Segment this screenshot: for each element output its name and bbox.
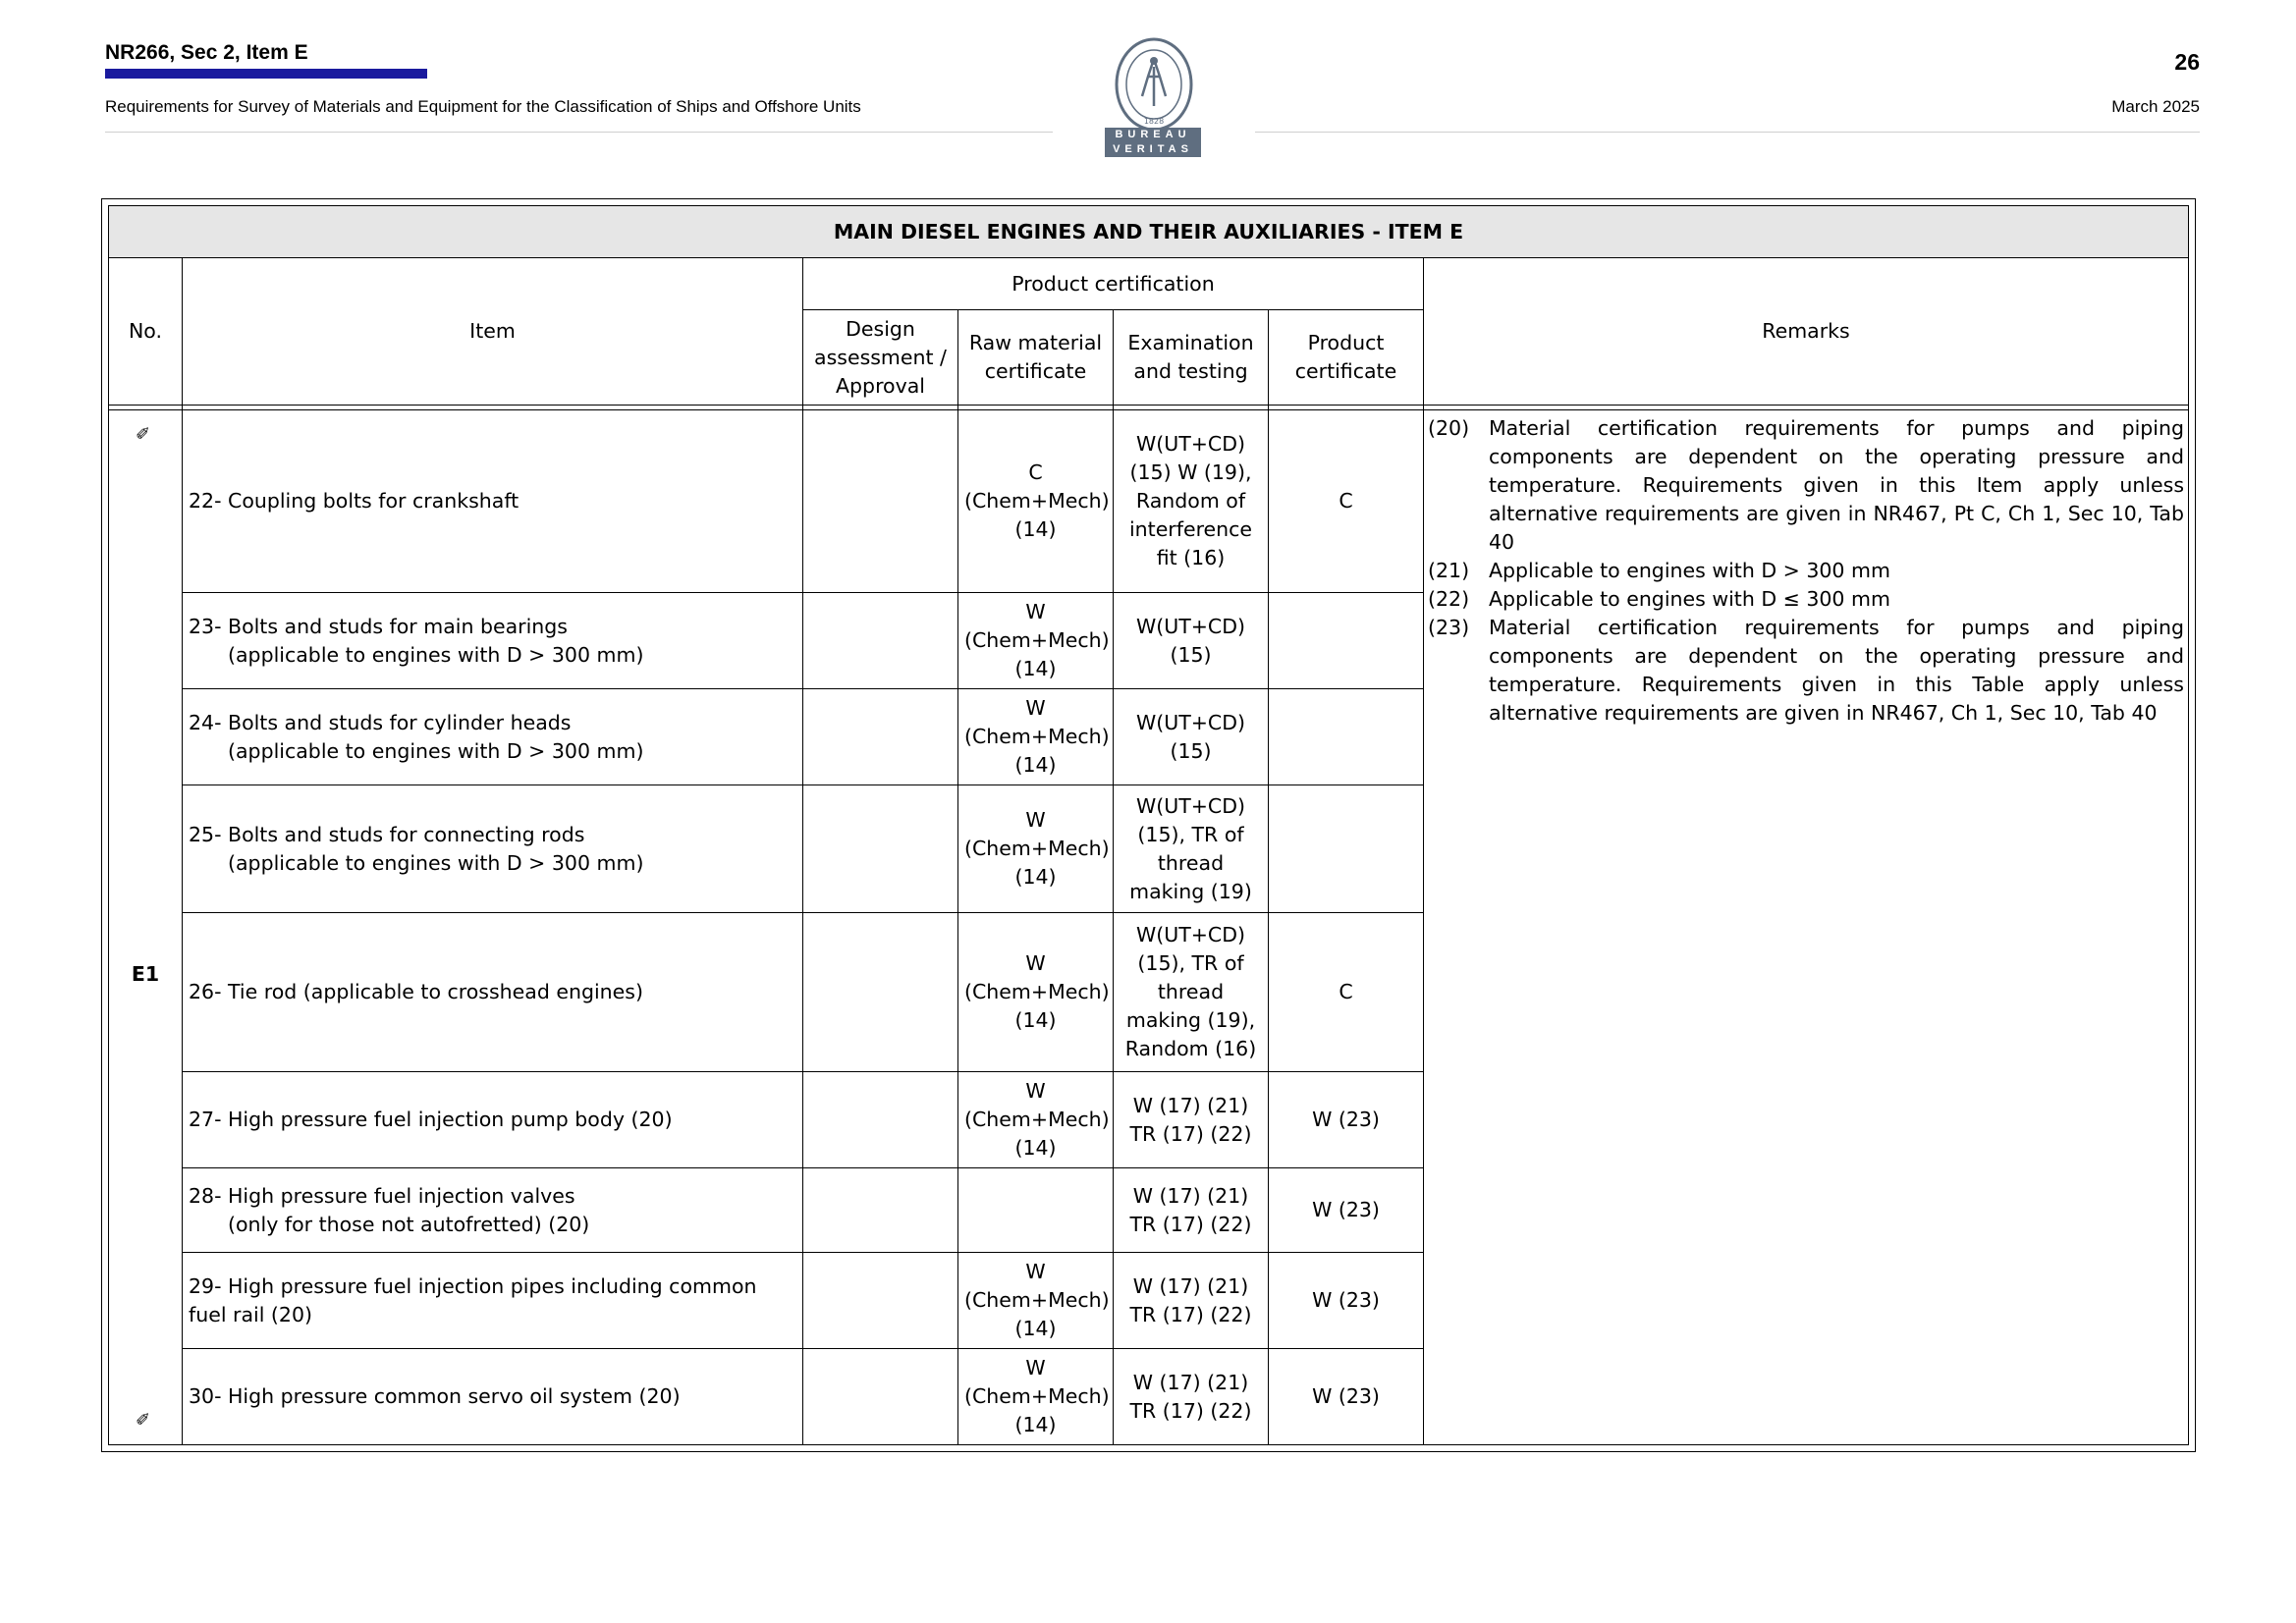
examination-cell: W (17) (21) TR (17) (22)	[1114, 1168, 1269, 1253]
raw-material-cell: W (Chem+Mech) (14)	[958, 1349, 1114, 1445]
design-cell	[803, 593, 958, 689]
item-cell: 27- High pressure fuel injection pump body (20)	[183, 1072, 803, 1168]
product-certificate-cell: W (23)	[1269, 1168, 1424, 1253]
design-cell	[803, 913, 958, 1072]
header-raw-material: Raw material certificate	[958, 310, 1114, 406]
header-product-certification: Product certification	[803, 258, 1424, 310]
header-design-assessment: Design assessment / Approval	[803, 310, 958, 406]
svg-text:1828: 1828	[1143, 117, 1165, 126]
design-cell	[803, 1349, 958, 1445]
product-certificate-cell: C	[1269, 410, 1424, 593]
header-item: Item	[183, 258, 803, 406]
examination-cell: W(UT+CD) (15), TR of thread making (19)	[1114, 785, 1269, 913]
remark-item: (21) Applicable to engines with D > 300 mm	[1428, 559, 1890, 582]
raw-material-cell: W (Chem+Mech) (14)	[958, 593, 1114, 689]
header-product-certificate: Product certificate	[1269, 310, 1424, 406]
header-no: No.	[109, 258, 183, 406]
design-cell	[803, 689, 958, 785]
raw-material-cell: W (Chem+Mech) (14)	[958, 1253, 1114, 1349]
product-certificate-cell	[1269, 689, 1424, 785]
group-number-cell	[109, 410, 183, 1445]
product-certificate-cell	[1269, 785, 1424, 913]
remarks-cell	[1424, 410, 2189, 1445]
product-certificate-cell: W (23)	[1269, 1253, 1424, 1349]
header-accent-bar	[105, 69, 427, 79]
examination-cell: W (17) (21) TR (17) (22)	[1114, 1253, 1269, 1349]
items-table-frame	[101, 198, 2196, 1452]
group-number: E1	[131, 962, 160, 986]
examination-cell: W(UT+CD) (15) W (19), Random of interference fit (16)	[1114, 410, 1269, 593]
item-cell: 25- Bolts and studs for connecting rods (applicable to engines with D > 300 mm)	[183, 785, 803, 913]
item-cell: 22- Coupling bolts for crankshaft	[183, 410, 803, 593]
item-cell: 29- High pressure fuel injection pipes including common fuel rail (20)	[183, 1253, 803, 1349]
examination-cell: W(UT+CD) (15)	[1114, 689, 1269, 785]
item-cell: 28- High pressure fuel injection valves (only for those not autofretted) (20)	[183, 1168, 803, 1253]
design-cell	[803, 1168, 958, 1253]
product-certificate-cell	[1269, 593, 1424, 689]
item-cell: 24- Bolts and studs for cylinder heads (applicable to engines with D > 300 mm)	[183, 689, 803, 785]
examination-cell: W(UT+CD) (15), TR of thread making (19), Random (16)	[1114, 913, 1269, 1072]
design-cell	[803, 785, 958, 913]
header-examination: Examination and testing	[1114, 310, 1269, 406]
raw-material-cell	[958, 1168, 1114, 1253]
examination-cell: W (17) (21) TR (17) (22)	[1114, 1072, 1269, 1168]
item-cell: 30- High pressure common servo oil system (20)	[183, 1349, 803, 1445]
logo-wordmark: BUREAU VERITAS	[1105, 128, 1201, 157]
table-title: MAIN DIESEL ENGINES AND THEIR AUXILIARIES - ITEM E	[109, 206, 2189, 258]
product-certificate-cell: W (23)	[1269, 1349, 1424, 1445]
remark-item: (23) Material certification requirements for pumps and piping components are dependent on the operating pressure and temperature. Requirements given in this Table apply unless alternative requirements are given in NR467, Ch 1, Sec 10, Tab 40	[1428, 616, 2184, 725]
examination-cell: W(UT+CD) (15)	[1114, 593, 1269, 689]
item-cell: 23- Bolts and studs for main bearings (applicable to engines with D > 300 mm)	[183, 593, 803, 689]
page-number: 26	[2174, 49, 2200, 75]
item-cell: 26- Tie rod (applicable to crosshead engines)	[183, 913, 803, 1072]
design-cell	[803, 1072, 958, 1168]
remark-item: (22) Applicable to engines with D ≤ 300 mm	[1428, 587, 1890, 611]
revision-mark-icon: ✐	[136, 1410, 151, 1431]
examination-cell: W (17) (21) TR (17) (22)	[1114, 1349, 1269, 1445]
header-remarks: Remarks	[1424, 258, 2189, 406]
header-rule-right	[1255, 132, 2200, 133]
raw-material-cell: W (Chem+Mech) (14)	[958, 913, 1114, 1072]
design-cell	[803, 410, 958, 593]
items-table	[108, 205, 2189, 1445]
design-cell	[803, 1253, 958, 1349]
revision-mark-icon: ✐	[136, 424, 151, 445]
product-certificate-cell: C	[1269, 913, 1424, 1072]
header-rule-left	[105, 132, 1053, 133]
document-subtitle: Requirements for Survey of Materials and Equipment for the Classification of Ships and Offshore Units	[105, 97, 861, 116]
raw-material-cell: C (Chem+Mech) (14)	[958, 410, 1114, 593]
raw-material-cell: W (Chem+Mech) (14)	[958, 785, 1114, 913]
remark-item: (20) Material certification requirements for pumps and piping components are dependent on the operating pressure and temperature. Requirements given in this Item apply unless alternative requirements are given in NR467, Pt C, Ch 1, Sec 10, Tab 40	[1428, 416, 2184, 554]
raw-material-cell: W (Chem+Mech) (14)	[958, 689, 1114, 785]
document-id: NR266, Sec 2, Item E	[105, 41, 308, 64]
publication-date: March 2025	[2111, 97, 2200, 116]
product-certificate-cell: W (23)	[1269, 1072, 1424, 1168]
raw-material-cell: W (Chem+Mech) (14)	[958, 1072, 1114, 1168]
table-row	[109, 410, 2189, 593]
